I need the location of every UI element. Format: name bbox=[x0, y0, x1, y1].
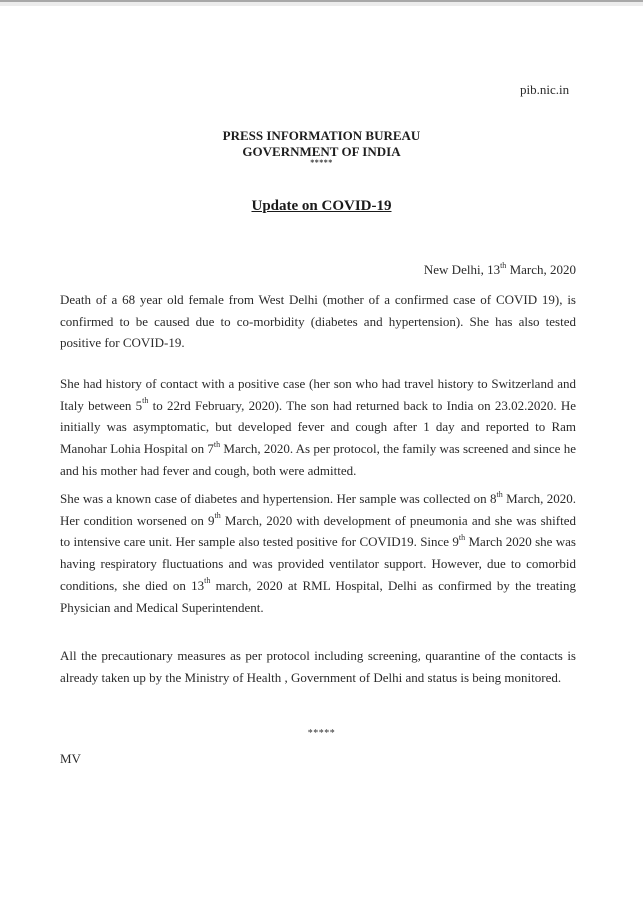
ordinal-suffix: th bbox=[142, 396, 149, 406]
header-separator: ***** bbox=[310, 158, 333, 167]
dateline-rest: March, 2020 bbox=[506, 262, 576, 277]
author-initials: MV bbox=[60, 751, 81, 766]
paragraph-3-text: March 2020 she was having respiratory fluctuations and was provided ventilator support. However, due to comorbid conditions, she died on 13 bbox=[60, 534, 576, 593]
paragraph-2-text: to 22rd February, 2020). The son had returned back to India on 23.02.2020. He initially was asymptomatic, but developed fever and cough after 1 day and reported to Ram Manohar Lohia Hospital on 7 bbox=[60, 397, 576, 457]
paragraph-2-text: March, 2020. As per protocol, the family was screened and since he and his mother had fever and cough, both were admitted. bbox=[60, 441, 576, 478]
ordinal-suffix: th bbox=[214, 511, 221, 521]
paragraph-3-text: March, 2020 with development of pneumonia and she was shifted to intensive care unit. Her sample also tested positive for COVID19. Since 9 bbox=[60, 512, 576, 550]
dateline bbox=[424, 262, 576, 278]
ordinal-suffix: th bbox=[496, 489, 503, 499]
paragraph-2-text: She had history of contact with a positive case (her son who had travel history to Switzerland and Italy between 5 bbox=[60, 376, 576, 413]
paragraph-3 bbox=[60, 488, 576, 618]
site-url: pib.nic.in bbox=[520, 82, 570, 97]
org-name: PRESS INFORMATION BUREAU bbox=[222, 128, 421, 143]
ordinal-suffix: th bbox=[213, 439, 221, 449]
paragraph-3-text: march, 2020 at RML Hospital, Delhi as confirmed by the treating Physician and Medical Superintendent. bbox=[60, 577, 576, 615]
paragraph-4: All the precautionary measures as per protocol including screening, quarantine of the contacts is already taken up by the Ministry of Health , Government of Delhi and status is being monitored. bbox=[60, 648, 576, 685]
paragraph-3-text: She was a known case of diabetes and hypertension. Her sample was collected on 8 bbox=[60, 491, 497, 506]
dateline-ordinal: th bbox=[500, 260, 507, 270]
paragraph-1: Death of a 68 year old female from West Delhi (mother of a confirmed case of COVID 19), is confirmed to be caused due to co-morbidity (diabetes and hypertension). She has also tested positive for COVID-19. bbox=[60, 292, 576, 351]
top-edge-shade bbox=[0, 2, 643, 6]
document-title: Update on COVID-19 bbox=[251, 198, 392, 214]
paragraph-3-text: March, 2020. Her condition worsened on 9 bbox=[60, 491, 576, 528]
ordinal-suffix: th bbox=[204, 576, 211, 586]
paragraph-2 bbox=[60, 373, 576, 482]
footer-separator: ***** bbox=[307, 728, 336, 739]
ordinal-suffix: th bbox=[458, 533, 466, 543]
dateline-place: New Delhi, 13 bbox=[423, 262, 501, 277]
org-government: GOVERNMENT OF INDIA bbox=[242, 144, 401, 159]
